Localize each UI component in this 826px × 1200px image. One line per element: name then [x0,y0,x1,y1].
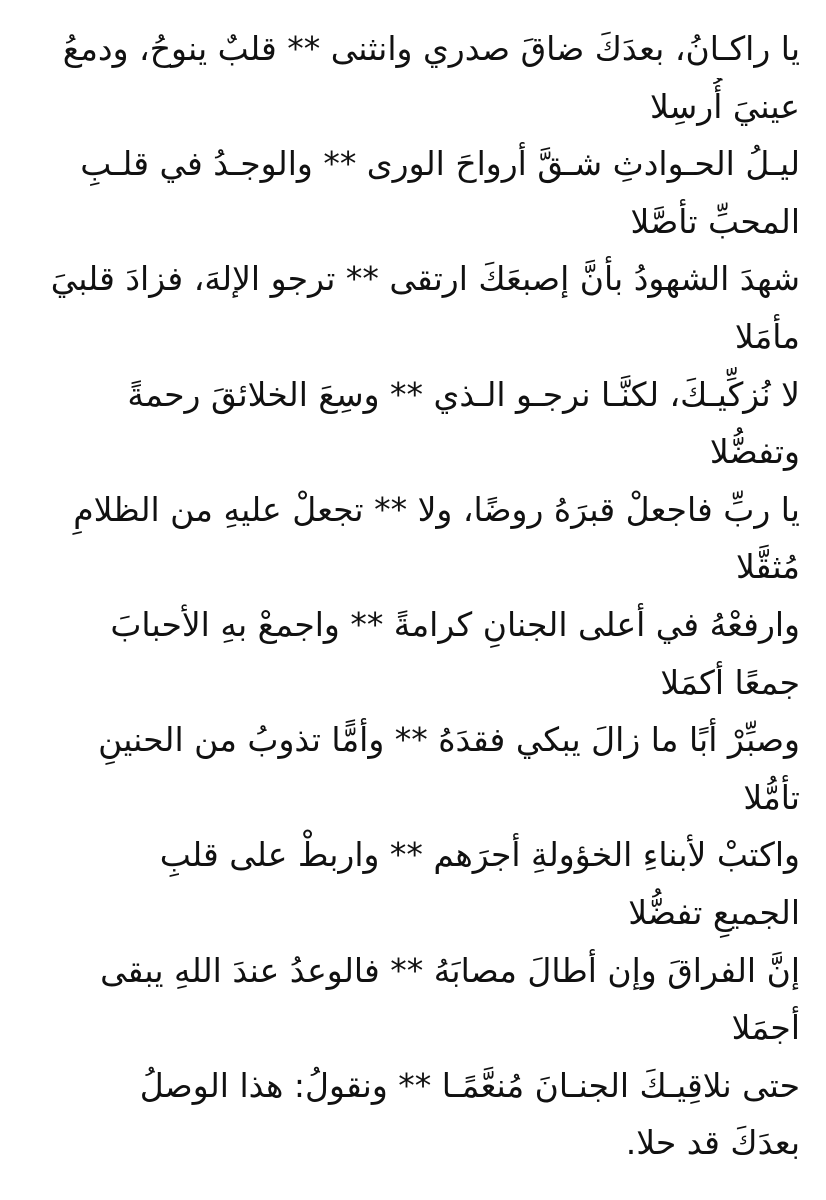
poem-line: مأمَلا [734,316,800,356]
poem-line: حتى نلاقِيـكَ الجنـانَ مُنعَّمًـا ** ونقولُ: هذا الوصلُ [139,1065,800,1105]
stanza-3 [26,250,800,365]
poem-line: يا ربِّ فاجعلْ قبرَهُ روضًا، ولا ** تجعلْ عليهِ من الظلامِ [73,489,800,529]
poem-line: مُثقَّلا [735,547,800,587]
stanza-4 [26,366,800,481]
stanza-5 [26,481,800,596]
poem-line: بعدَكَ قد حلا. [625,1123,800,1163]
poem-line: أجمَلا [731,1008,800,1048]
poem-line: يا راكـانُ، بعدَكَ ضاقَ صدري وانثنى ** قلبٌ ينوحُ، ودمعُ [62,29,800,68]
stanza-9 [26,942,800,1057]
stanza-10 [26,1057,800,1172]
poem-line: إنَّ الفراقَ وإن أطالَ مصابَهُ ** فالوعدُ عندَ اللهِ يبقى [100,950,800,990]
poem-line: وتفضُّلا [709,432,800,472]
poem-line: عينيَ أُرسِلا [649,86,800,126]
stanza-6 [26,596,800,711]
poem-line: شهدَ الشهودُ بأنَّ إصبعَكَ ارتقى ** ترجو الإلهَ، فزادَ قلبيَ [50,259,800,299]
stanza-1 [26,20,800,135]
poem-line: وارفعْهُ في أعلى الجنانِ كرامةً ** واجمعْ بهِ الأحبابَ [110,604,800,644]
poem-line: جمعًا أكمَلا [660,662,800,702]
poem-line: المحبِّ تأصَّلا [630,201,800,241]
stanza-7 [26,711,800,826]
poem-line: ليـلُ الحـوادثِ شـقَّ أرواحَ الورى ** والوجـدُ في قلـبِ [80,144,800,184]
poem-line: لا نُزكِّيـكَ، لكنَّـا نرجـو الـذي ** وسِعَ الخلائقَ رحمةً [127,374,800,414]
poem-line: واكتبْ لأبناءِ الخؤولةِ أجرَهم ** واربطْ على قلبِ [159,835,800,875]
poem-line: تأمُّلا [743,777,800,817]
stanza-2 [26,135,800,250]
poem-line: الجميعِ تفضُّلا [628,892,800,932]
poem [26,20,800,1172]
stanza-8 [26,826,800,941]
poem-line: وصبِّرْ أبًا ما زالَ يبكي فقدَهُ ** وأمًّا تذوبُ من الحنينِ [98,720,800,760]
